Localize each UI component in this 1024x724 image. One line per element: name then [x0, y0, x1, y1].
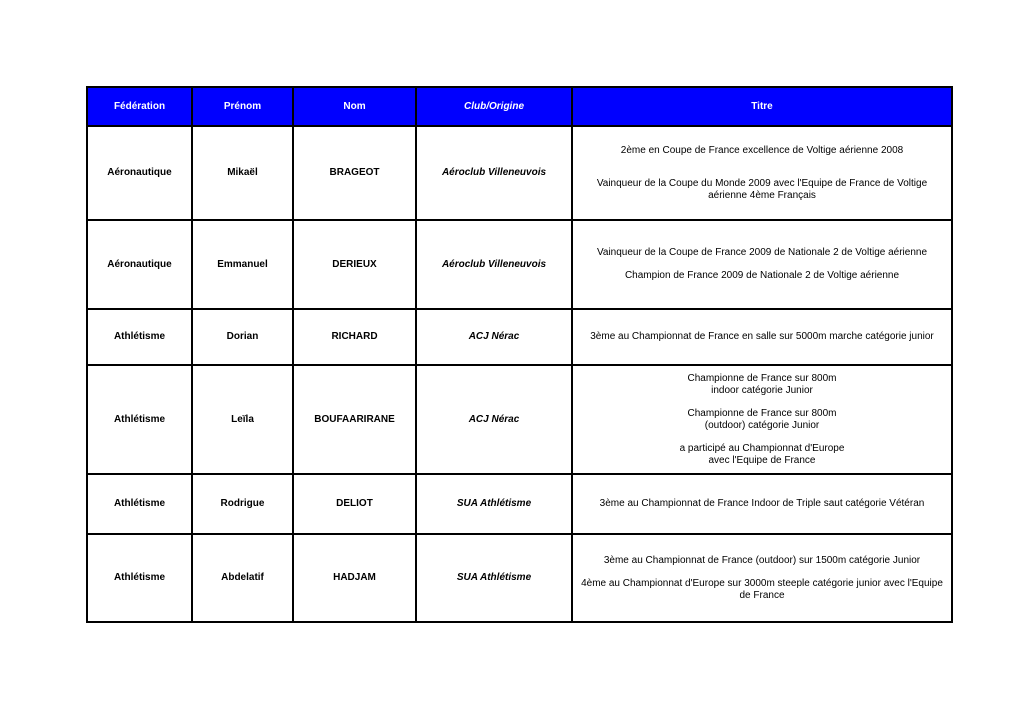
cell-federation: Athlétisme: [87, 309, 192, 365]
title-line: 4ème au Championnat d'Europe sur 3000m steeple catégorie junior avec l'Equipe de France: [581, 577, 943, 601]
cell-club: SUA Athlétisme: [416, 474, 572, 534]
table-row: [87, 220, 952, 309]
cell-first-name: Abdelatif: [192, 534, 293, 622]
header-first-name: Prénom: [192, 87, 293, 126]
cell-titles: [572, 309, 952, 365]
cell-titles: [572, 126, 952, 220]
cell-federation: Aéronautique: [87, 126, 192, 220]
table-row: [87, 365, 952, 474]
title-line: 2ème en Coupe de France excellence de Voltige aérienne 2008: [620, 144, 904, 156]
table-row: [87, 534, 952, 622]
cell-federation: Aéronautique: [87, 220, 192, 309]
title-line: Champion de France 2009 de Nationale 2 de Voltige aérienne: [624, 270, 900, 281]
title-line: 3ème au Championnat de France (outdoor) sur 1500m catégorie Junior: [603, 554, 921, 566]
cell-first-name: Mikaël: [192, 126, 293, 220]
cell-federation: Athlétisme: [87, 365, 192, 474]
cell-last-name: DELIOT: [293, 474, 416, 534]
cell-club: ACJ Nérac: [416, 309, 572, 365]
header-title: Titre: [572, 87, 952, 126]
cell-club: SUA Athlétisme: [416, 534, 572, 622]
header-club: Club/Origine: [416, 87, 572, 126]
cell-last-name: BOUFAARIRANE: [293, 365, 416, 474]
cell-titles: [572, 474, 952, 534]
cell-last-name: RICHARD: [293, 309, 416, 365]
title-line: 3ème au Championnat de France Indoor de Triple saut catégorie Vétéran: [599, 498, 925, 509]
table-header: [87, 87, 952, 126]
cell-last-name: HADJAM: [293, 534, 416, 622]
cell-club: Aéroclub Villeneuvois: [416, 126, 572, 220]
title-line: a participé au Championnat d'Europe avec l'Equipe de France: [679, 442, 845, 466]
cell-club: ACJ Nérac: [416, 365, 572, 474]
title-line: Championne de France sur 800m (outdoor) catégorie Junior: [687, 407, 837, 431]
title-line: Championne de France sur 800m indoor catégorie Junior: [687, 372, 837, 396]
table-row: [87, 126, 952, 220]
cell-first-name: Leïla: [192, 365, 293, 474]
table-body: [87, 126, 952, 622]
cell-titles: [572, 220, 952, 309]
title-line: Vainqueur de la Coupe du Monde 2009 avec l'Equipe de France de Voltige aérienne 4ème Français: [596, 177, 928, 201]
table-row: [87, 474, 952, 534]
cell-titles: [572, 534, 952, 622]
cell-last-name: BRAGEOT: [293, 126, 416, 220]
title-line: Vainqueur de la Coupe de France 2009 de Nationale 2 de Voltige aérienne: [596, 247, 928, 258]
cell-first-name: Rodrigue: [192, 474, 293, 534]
cell-club: Aéroclub Villeneuvois: [416, 220, 572, 309]
cell-titles: [572, 365, 952, 474]
title-line: 3ème au Championnat de France en salle sur 5000m marche catégorie junior: [590, 331, 934, 342]
cell-federation: Athlétisme: [87, 534, 192, 622]
results-table: [86, 86, 953, 623]
cell-last-name: DERIEUX: [293, 220, 416, 309]
header-last-name: Nom: [293, 87, 416, 126]
table-row: [87, 309, 952, 365]
cell-federation: Athlétisme: [87, 474, 192, 534]
cell-first-name: Dorian: [192, 309, 293, 365]
header-row: [87, 87, 952, 126]
cell-first-name: Emmanuel: [192, 220, 293, 309]
header-federation: Fédération: [87, 87, 192, 126]
